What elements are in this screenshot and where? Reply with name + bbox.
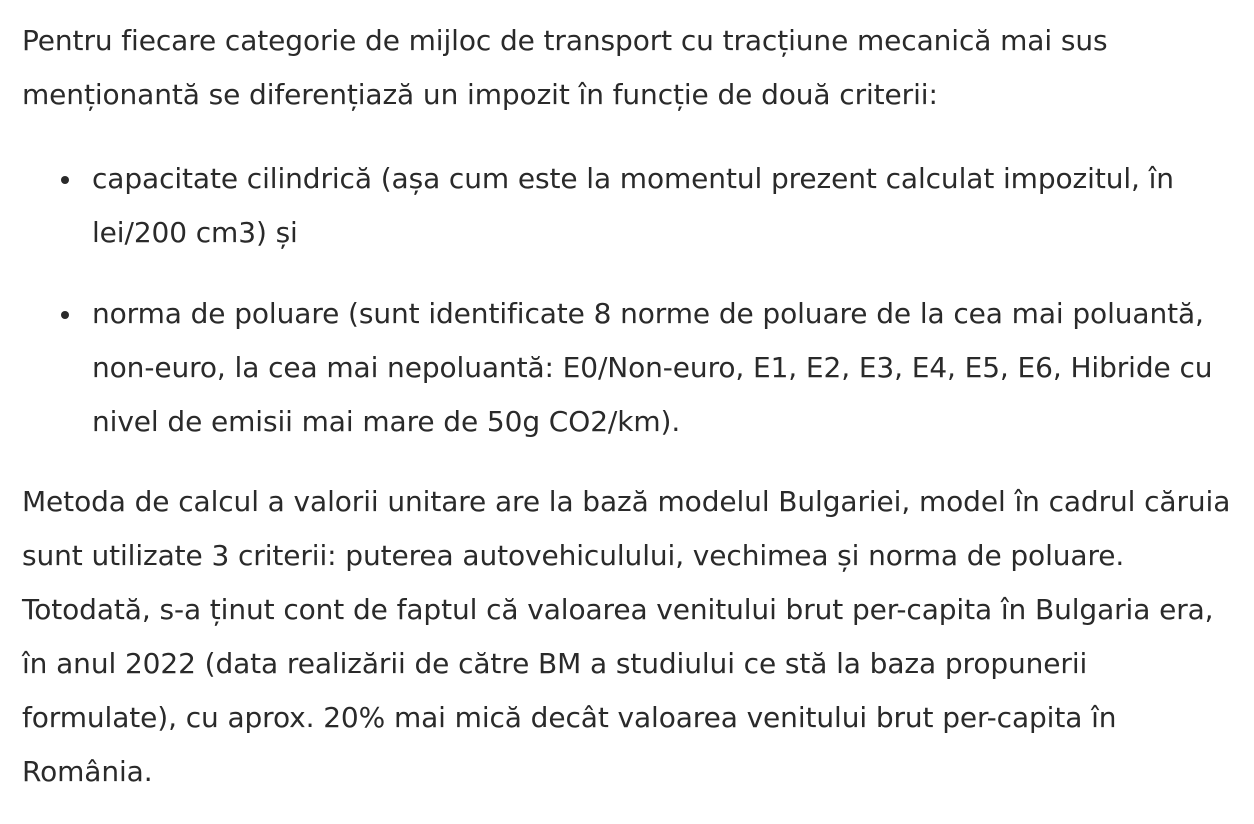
- intro-paragraph: Pentru fiecare categorie de mijloc de transport cu tracțiune mecanică mai sus menționantă se diferențiază un impozit în funcție de două criterii:: [22, 24, 1108, 111]
- criteria-item-pollution-norm: norma de poluare (sunt identificate 8 norme de poluare de la cea mai poluantă, non-euro, la cea mai nepoluantă: E0/Non-euro, E1, E2, E3, E4, E5, E6, Hibride cu nivel de emisii mai mare de 50g CO2/km).: [92, 287, 1234, 449]
- method-paragraph: Metoda de calcul a valorii unitare are la bază modelul Bulgariei, model în cadrul căruia sunt utilizate 3 criterii: puterea autovehiculului, vechimea și norma de poluare. Totodată, s-a ținut cont de faptul că valoarea venitului brut per-capita în Bulgaria era, în anul 2022 (data realizării de către BM a studiului ce stă la baza propunerii formulate), cu aprox. 20% mai mică decât valoarea venitului brut per-capita în România.: [22, 485, 1231, 788]
- criteria-list: [22, 152, 1234, 449]
- criteria-item-cylinder-capacity: capacitate cilindrică (așa cum este la momentul prezent calculat impozitul, în lei/200 cm3) și: [92, 152, 1234, 260]
